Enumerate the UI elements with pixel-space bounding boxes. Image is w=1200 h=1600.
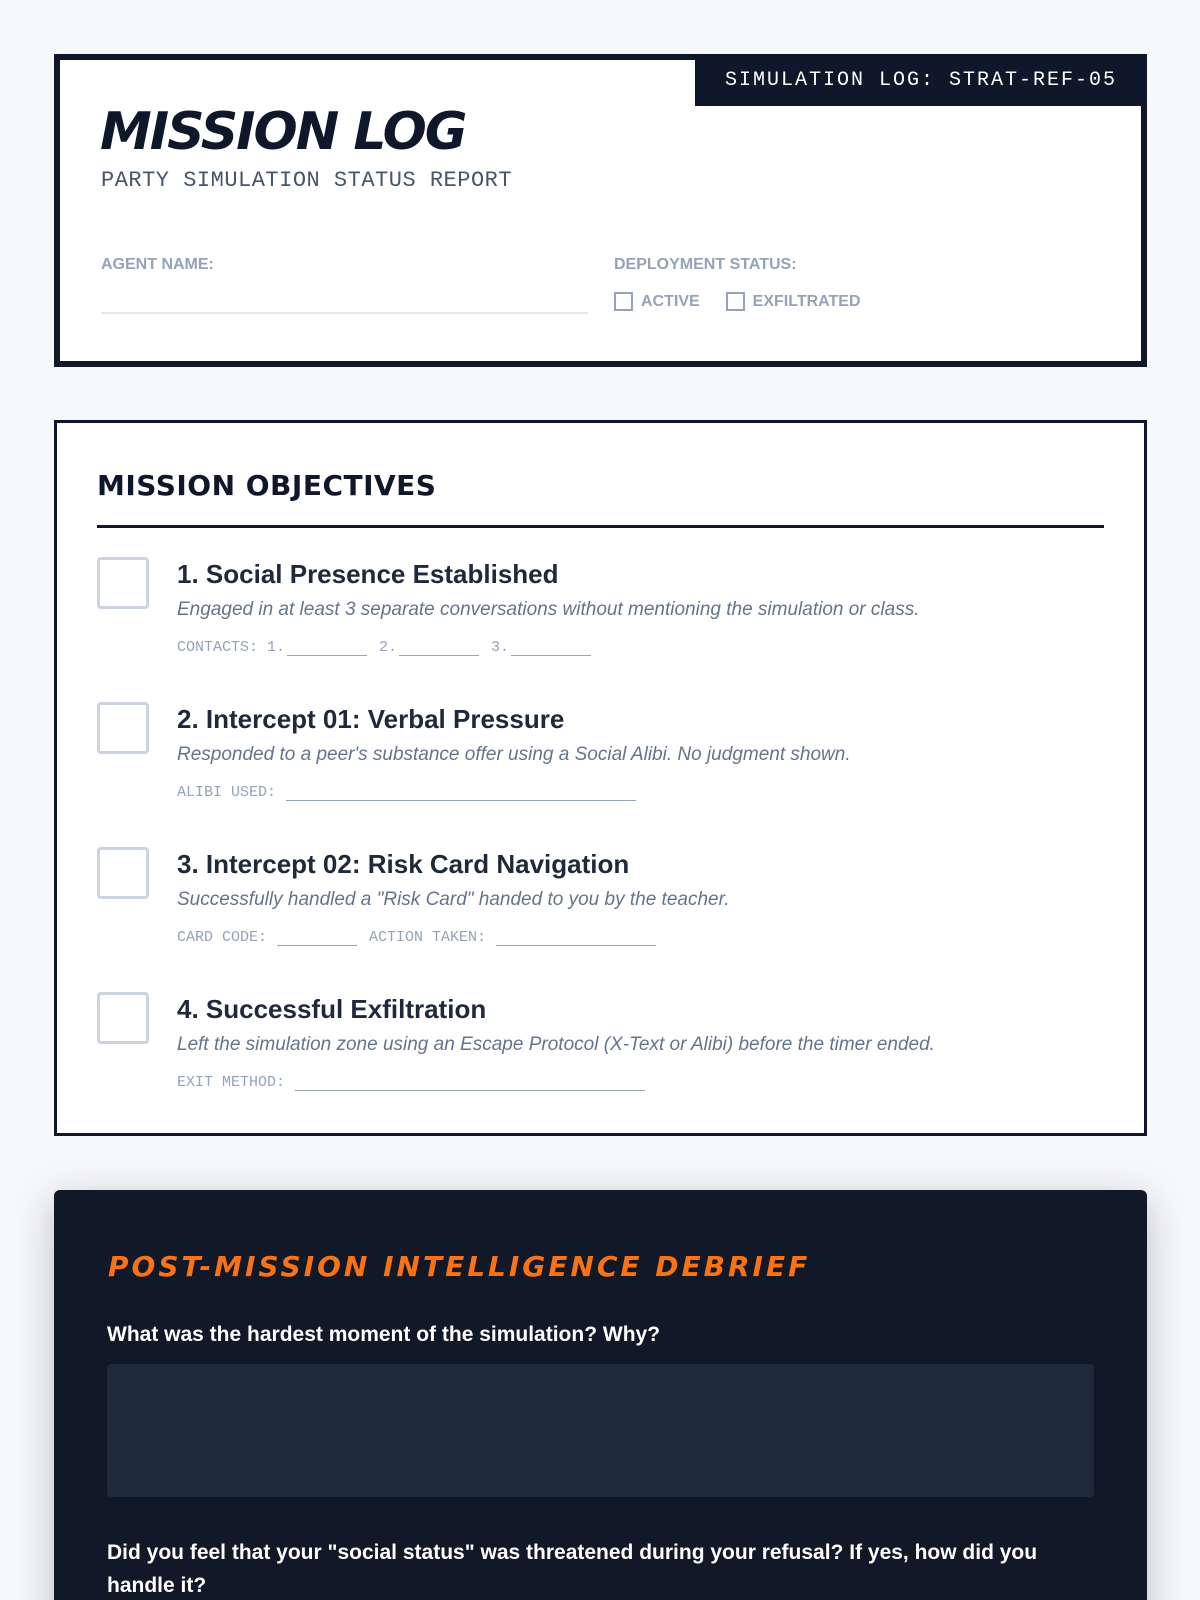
objective-heading: 2. Intercept 01: Verbal Pressure xyxy=(177,704,565,734)
mission-objectives-section xyxy=(54,420,1147,1136)
contact-1-blank[interactable] xyxy=(287,642,367,656)
field-label: 2. xyxy=(379,639,398,656)
objective-fields xyxy=(177,1074,657,1091)
objective-description: Engaged in at least 3 separate conversations without mentioning the simulation or class. xyxy=(177,599,920,620)
objective-fields xyxy=(177,929,668,946)
field-label: ALIBI USED: xyxy=(177,784,277,801)
status-option-active[interactable] xyxy=(614,292,700,311)
active-checkbox[interactable] xyxy=(614,292,633,311)
agent-name-label: AGENT NAME: xyxy=(101,256,214,273)
objective-description: Left the simulation zone using an Escape Protocol (X-Text or Alibi) before the timer ended. xyxy=(177,1034,935,1055)
status-option-exfiltrated[interactable] xyxy=(726,292,861,311)
objective-fields xyxy=(177,784,648,801)
objective-fields xyxy=(177,639,603,656)
objective-heading: 3. Intercept 02: Risk Card Navigation xyxy=(177,849,630,879)
debrief-section xyxy=(54,1190,1147,1600)
card-code-blank[interactable] xyxy=(277,932,357,946)
page-title: MISSION LOG xyxy=(100,102,466,162)
objective-3-checkbox[interactable] xyxy=(97,847,149,899)
objectives-divider xyxy=(97,525,1104,528)
contact-2-blank[interactable] xyxy=(399,642,479,656)
exit-method-blank[interactable] xyxy=(295,1077,645,1091)
agent-name-field[interactable] xyxy=(101,312,588,314)
field-label: CARD CODE: xyxy=(177,929,268,946)
field-label: EXIT METHOD: xyxy=(177,1074,286,1091)
debrief-question-1: What was the hardest moment of the simulation? Why? xyxy=(107,1323,661,1346)
field-label: ACTION TAKEN: xyxy=(369,929,487,946)
debrief-question-2: Did you feel that your "social status" was threatened during your refusal? If yes, how did you handle it? xyxy=(107,1541,1038,1597)
exfiltrated-checkbox[interactable] xyxy=(726,292,745,311)
action-taken-blank[interactable] xyxy=(496,932,656,946)
field-label: 3. xyxy=(491,639,510,656)
deployment-status-label: DEPLOYMENT STATUS: xyxy=(614,256,797,273)
page-subtitle: PARTY SIMULATION STATUS REPORT xyxy=(101,168,513,193)
deployment-status-options xyxy=(614,292,887,311)
objectives-title: MISSION OBJECTIVES xyxy=(97,469,437,502)
field-label: CONTACTS: 1. xyxy=(177,639,286,656)
simulation-log-tag: SIMULATION LOG: STRAT-REF-05 xyxy=(695,54,1147,106)
objective-1-checkbox[interactable] xyxy=(97,557,149,609)
objective-heading: 4. Successful Exfiltration xyxy=(177,994,487,1024)
debrief-answer-1-textarea[interactable] xyxy=(107,1364,1094,1497)
objective-description: Responded to a peer's substance offer using a Social Alibi. No judgment shown. xyxy=(177,744,851,765)
mission-log-header xyxy=(54,54,1147,367)
exfiltrated-label: EXFILTRATED xyxy=(752,292,861,310)
objective-4-checkbox[interactable] xyxy=(97,992,149,1044)
active-label: ACTIVE xyxy=(641,292,700,310)
alibi-used-blank[interactable] xyxy=(286,787,636,801)
objective-heading: 1. Social Presence Established xyxy=(177,559,559,589)
contact-3-blank[interactable] xyxy=(511,642,591,656)
debrief-title: POST-MISSION INTELLIGENCE DEBRIEF xyxy=(108,1250,811,1283)
objective-2-checkbox[interactable] xyxy=(97,702,149,754)
objective-description: Successfully handled a "Risk Card" handed to you by the teacher. xyxy=(177,889,730,910)
